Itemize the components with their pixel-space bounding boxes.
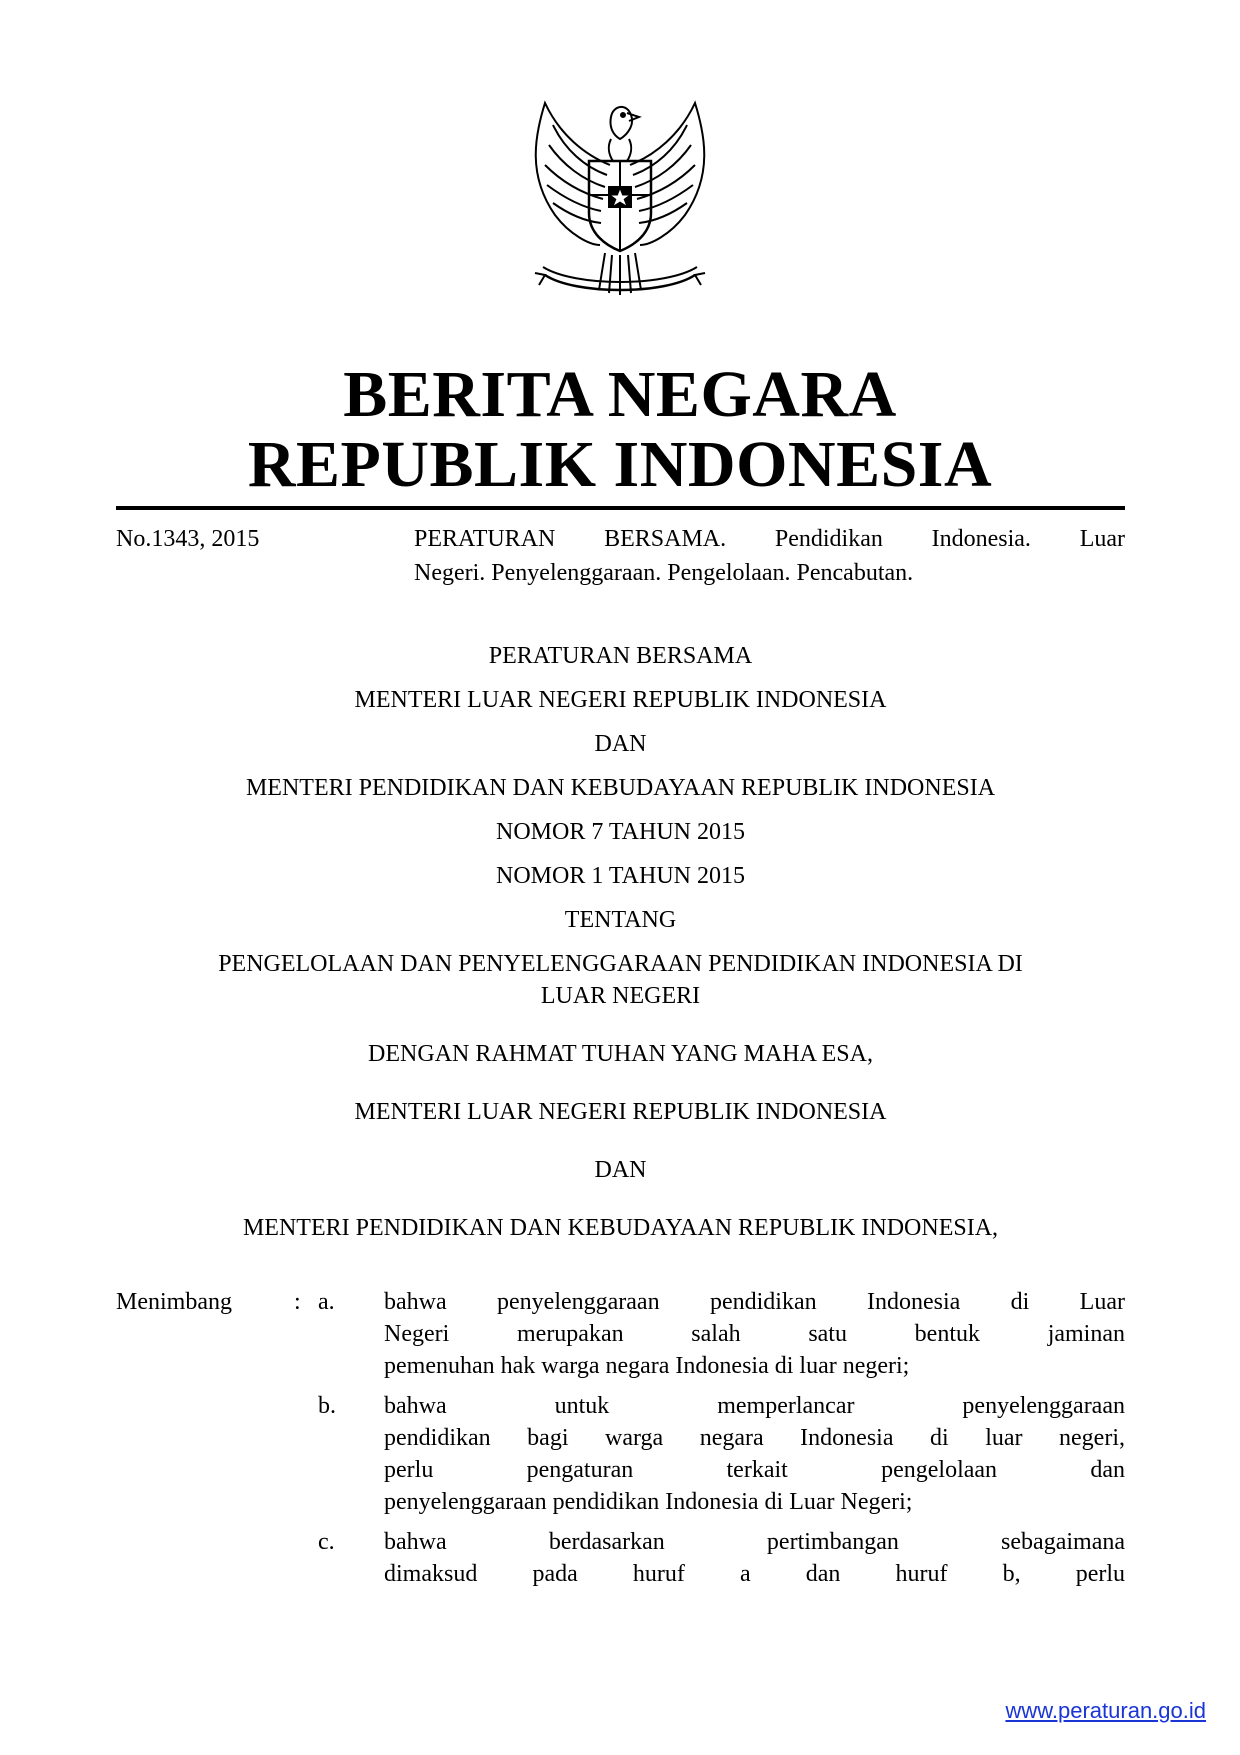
issue-description — [414, 522, 1125, 590]
menimbang-colon: : — [294, 1289, 301, 1315]
masthead-subtitle: REPUBLIK INDONESIA — [247, 428, 993, 501]
consideration-line: dimaksud pada huruf a dan huruf b, perlu — [384, 1561, 1125, 1587]
heading-line: TENTANG — [564, 907, 677, 933]
masthead-title: BERITA NEGARA — [343, 358, 897, 431]
heading-line: MENTERI LUAR NEGERI REPUBLIK INDONESIA — [354, 1099, 887, 1125]
heading-line: NOMOR 1 TAHUN 2015 — [496, 863, 745, 889]
heading-line: MENTERI PENDIDIKAN DAN KEBUDAYAAN REPUBLIK INDONESIA, — [242, 1215, 999, 1241]
menimbang-label: Menimbang — [116, 1289, 232, 1315]
consideration-letter: a. — [318, 1289, 335, 1315]
heading-line: NOMOR 7 TAHUN 2015 — [496, 819, 745, 845]
heading-line: PERATURAN BERSAMA — [488, 643, 753, 669]
consideration-line: bahwa berdasarkan pertimbangan sebagaimana — [384, 1529, 1125, 1555]
masthead-divider — [116, 506, 1125, 510]
consideration-letter: b. — [318, 1393, 336, 1419]
consideration-line: pendidikan bagi warga negara Indonesia di luar negeri, — [384, 1425, 1125, 1451]
garuda-pancasila-icon — [515, 95, 725, 310]
heading-line: DENGAN RAHMAT TUHAN YANG MAHA ESA, — [368, 1041, 873, 1067]
regulation-subject: LUAR NEGERI — [540, 983, 701, 1009]
consideration-letter: c. — [318, 1529, 335, 1555]
source-website-link[interactable]: www.peraturan.go.id — [1005, 1698, 1206, 1723]
consideration-line: perlu pengaturan terkait pengelolaan dan — [384, 1457, 1125, 1483]
garuda-emblem — [515, 95, 725, 310]
consideration-item — [384, 1526, 1125, 1590]
consideration-line: penyelenggaraan pendidikan Indonesia di Luar Negeri; — [384, 1489, 913, 1515]
consideration-line: pemenuhan hak warga negara Indonesia di luar negeri; — [384, 1353, 910, 1379]
consideration-line: bahwa penyelenggaraan pendidikan Indonesia di Luar — [384, 1289, 1125, 1315]
consideration-line: bahwa untuk memperlancar penyelenggaraan — [384, 1393, 1125, 1419]
heading-line: MENTERI PENDIDIKAN DAN KEBUDAYAAN REPUBLIK INDONESIA — [245, 775, 996, 801]
issue-desc-line: Negeri. Penyelenggaraan. Pengelolaan. Pencabutan. — [414, 560, 914, 586]
consideration-item — [384, 1286, 1125, 1382]
heading-line: MENTERI LUAR NEGERI REPUBLIK INDONESIA — [354, 687, 887, 713]
heading-line: DAN — [594, 731, 647, 757]
heading-line: DAN — [594, 1157, 647, 1183]
consideration-item — [384, 1390, 1125, 1518]
regulation-subject: PENGELOLAAN DAN PENYELENGGARAAN PENDIDIKAN INDONESIA DI — [218, 951, 1023, 977]
issue-desc-line: PERATURAN BERSAMA. Pendidikan Indonesia. Luar — [414, 526, 1125, 552]
consideration-line: Negeri merupakan salah satu bentuk jaminan — [384, 1321, 1125, 1347]
issue-number: No.1343, 2015 — [116, 526, 260, 552]
